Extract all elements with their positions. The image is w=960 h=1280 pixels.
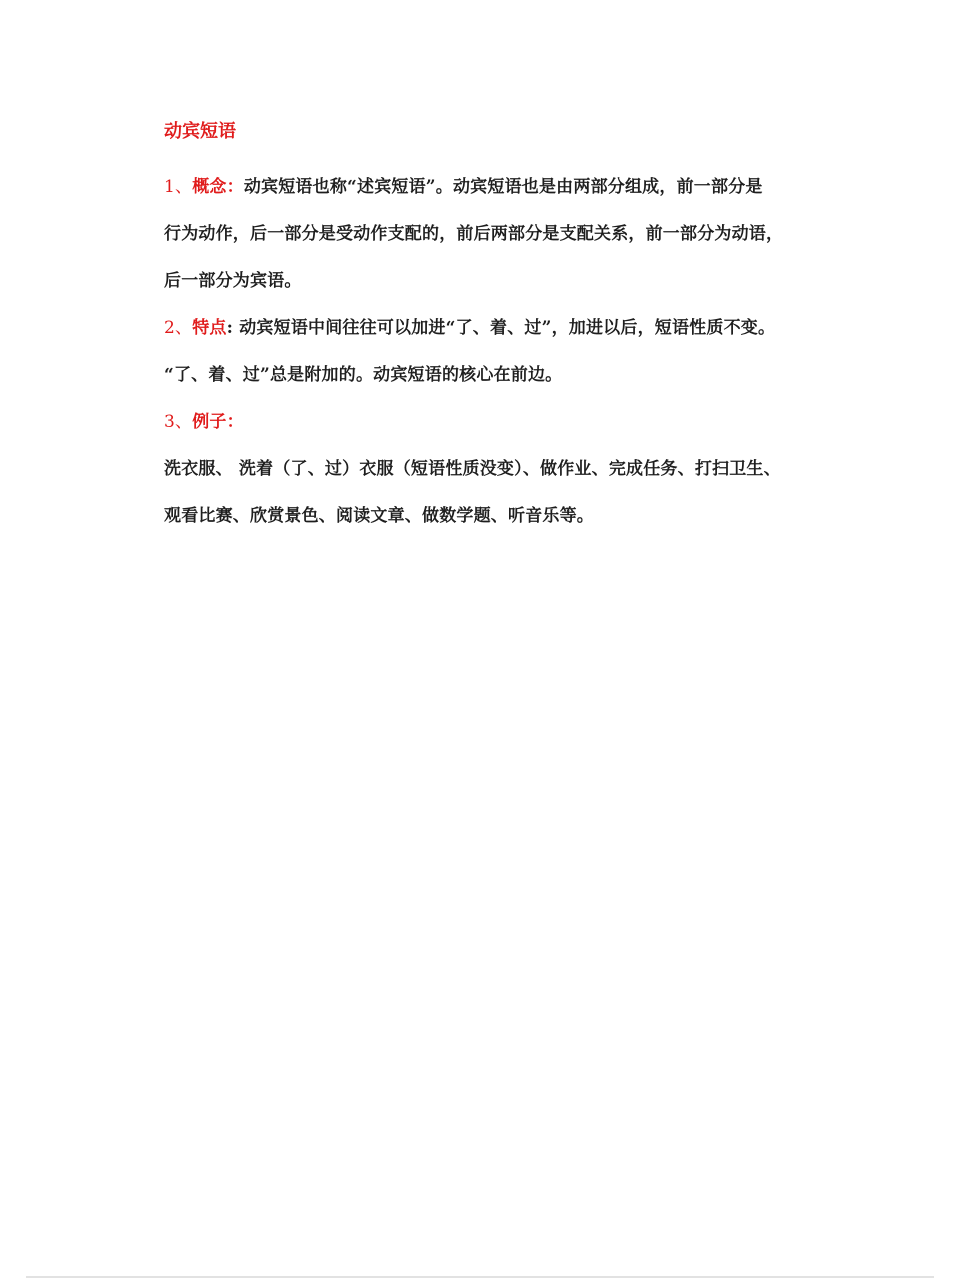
paragraph-line: 洗衣服、 洗着（了、过）衣服（短语性质没变）、做作业、完成任务、打扫卫生、 — [164, 459, 781, 479]
page-bottom-divider — [26, 1276, 934, 1278]
paragraph-line: 观看比赛、欣赏景色、阅读文章、做数学题、听音乐等。 — [164, 506, 594, 526]
paragraph-line: 后一部分为宾语。 — [164, 271, 302, 291]
section-number: 2、 — [164, 318, 193, 338]
section-colon: : — [226, 318, 234, 338]
section-concept — [164, 164, 804, 305]
section-number: 1、 — [164, 177, 193, 197]
section-label: 概念： — [192, 177, 244, 197]
text-line: 动宾短语中间往往可以加进“了、着、过”，加进以后，短语性质不变。 — [233, 318, 776, 338]
paragraph-line — [164, 305, 804, 352]
section-feature — [164, 305, 804, 399]
section-number: 3、 — [164, 412, 193, 432]
document-content — [164, 118, 804, 540]
paragraph-line — [164, 164, 804, 211]
section-heading — [164, 399, 804, 446]
section-label: 例子： — [192, 412, 244, 432]
paragraph-line: 行为动作，后一部分是受动作支配的，前后两部分是支配关系，前一部分为动语， — [164, 224, 784, 244]
paragraph-line: “了、着、过”总是附加的。动宾短语的核心在前边。 — [164, 365, 563, 385]
document-title: 动宾短语 — [164, 121, 236, 142]
section-examples — [164, 399, 804, 540]
section-label: 特点 — [192, 318, 227, 338]
text-line: 动宾短语也称“述宾短语”。动宾短语也是由两部分组成，前一部分是 — [243, 177, 763, 197]
